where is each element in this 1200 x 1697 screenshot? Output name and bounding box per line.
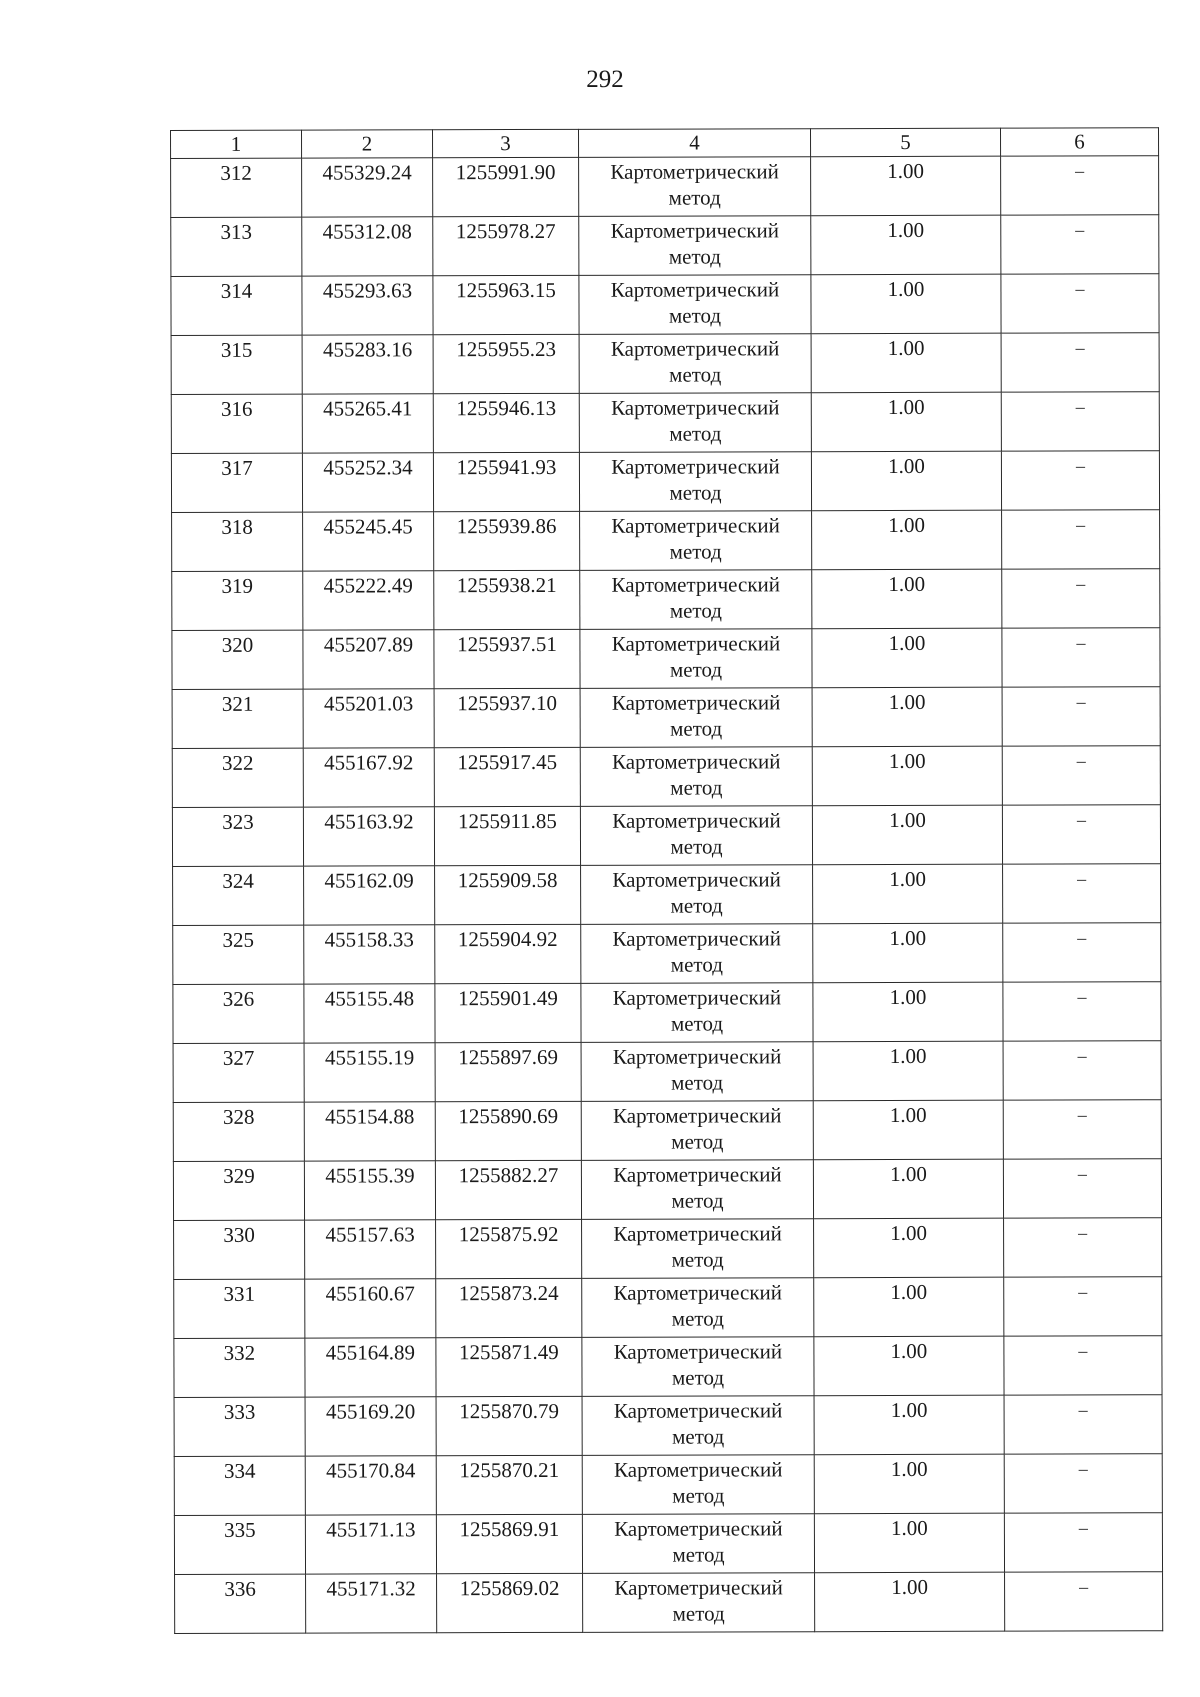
table-row [173,923,1161,985]
table-row [172,687,1160,749]
method-cell [582,1337,814,1397]
method-cell [581,1101,813,1161]
method-cell [579,216,811,276]
table-row [172,628,1160,690]
y-coordinate-cell: 1255955.23 [433,334,579,393]
method-line-1: Картометрический [611,690,781,715]
method-line-1: Картометрический [613,1398,783,1423]
y-coordinate-cell: 1255917.45 [434,747,580,806]
point-number-cell: 328 [173,1102,304,1161]
method-line-2: метод [670,1011,724,1036]
method-line-1: Картометрический [612,985,782,1010]
y-coordinate-cell: 1255870.79 [436,1396,582,1455]
x-coordinate-cell: 455252.34 [302,453,433,512]
point-number-cell: 316 [171,394,302,453]
method-cell [581,865,813,925]
x-coordinate-cell: 455293.63 [302,276,433,335]
y-coordinate-cell: 1255882.27 [435,1160,581,1219]
method-line-1: Картометрический [611,749,781,774]
method-line-1: Картометрический [610,277,780,302]
point-number-cell: 319 [172,571,303,630]
header-cell-point-number: 1 [171,130,302,158]
method-line-1: Картометрический [610,159,779,184]
method-line-1: Картометрический [611,631,781,656]
y-coordinate-cell: 1255941.93 [433,452,579,511]
table-row [172,569,1160,631]
method-cell [579,157,811,217]
method-cell [583,1573,815,1633]
description-cell: – [1004,1513,1162,1572]
x-coordinate-cell: 455155.39 [304,1161,435,1220]
accuracy-cell: 1.00 [814,1454,1004,1514]
method-line-2: метод [669,362,722,387]
x-coordinate-cell: 455201.03 [303,689,434,748]
description-cell: – [1001,451,1159,510]
method-cell [579,452,811,512]
header-cell-description: 6 [1000,128,1158,156]
method-cell [580,806,812,866]
y-coordinate-cell: 1255871.49 [436,1337,582,1396]
point-number-cell: 313 [171,217,302,276]
description-cell: – [1004,1218,1162,1277]
accuracy-cell: 1.00 [813,1100,1003,1160]
method-line-2: метод [670,893,723,918]
y-coordinate-cell: 1255869.91 [436,1514,582,1573]
y-coordinate-cell: 1255904.92 [435,924,581,983]
header-cell-accuracy: 5 [810,128,1000,157]
method-cell [579,334,811,394]
method-cell [580,511,812,571]
method-line-2: метод [670,716,723,741]
table-row [175,1572,1163,1634]
method-line-1: Картометрический [610,336,780,361]
method-line-2: метод [668,303,722,328]
y-coordinate-cell: 1255897.69 [435,1042,581,1101]
accuracy-cell: 1.00 [811,215,1001,275]
method-cell [580,570,812,630]
description-cell: – [1002,569,1160,628]
y-coordinate-cell: 1255939.86 [434,511,580,570]
accuracy-cell: 1.00 [811,274,1001,334]
description-cell: – [1001,274,1159,333]
accuracy-cell: 1.00 [815,1572,1005,1632]
point-number-cell: 333 [174,1397,305,1456]
table-row [173,1041,1161,1103]
accuracy-cell: 1.00 [812,687,1002,747]
description-cell: – [1002,805,1160,864]
point-number-cell: 330 [174,1220,305,1279]
y-coordinate-cell: 1255870.21 [436,1455,582,1514]
table-row [171,333,1159,395]
accuracy-cell: 1.00 [812,805,1002,865]
point-number-cell: 315 [171,335,302,394]
accuracy-cell: 1.00 [812,628,1002,688]
description-cell: – [1001,215,1159,274]
method-line-2: метод [672,1542,725,1567]
description-cell: – [1004,1395,1162,1454]
accuracy-cell: 1.00 [812,569,1002,629]
point-number-cell: 318 [172,512,303,571]
method-line-2: метод [669,480,722,505]
method-cell [580,747,812,807]
method-line-2: метод [672,1424,725,1449]
y-coordinate-cell: 1255875.92 [436,1219,582,1278]
method-line-2: метод [669,598,722,623]
table-row [174,1336,1162,1398]
table-row [174,1513,1162,1575]
x-coordinate-cell: 455154.88 [304,1102,435,1161]
accuracy-cell: 1.00 [812,510,1002,570]
method-cell [582,1278,814,1338]
point-number-cell: 320 [172,630,303,689]
x-coordinate-cell: 455158.33 [304,925,435,984]
description-cell: – [1002,510,1160,569]
description-cell: – [1003,1159,1161,1218]
x-coordinate-cell: 455157.63 [305,1220,436,1279]
method-line-1: Картометрический [614,1575,783,1600]
table-row [173,1159,1161,1221]
table-row [171,274,1159,336]
method-cell [582,1514,814,1574]
x-coordinate-cell: 455163.92 [303,807,434,866]
method-line-2: метод [670,952,723,977]
point-number-cell: 317 [171,453,302,512]
point-number-cell: 325 [173,925,304,984]
accuracy-cell: 1.00 [813,1041,1003,1101]
header-cell-x: 2 [302,130,433,158]
accuracy-cell: 1.00 [812,746,1002,806]
table-row [174,1218,1162,1280]
description-cell: – [1004,1277,1162,1336]
method-line-2: метод [669,539,722,564]
method-line-2: метод [671,1365,725,1390]
description-cell: – [1003,864,1161,923]
table-row [173,982,1161,1044]
method-line-1: Картометрический [612,926,782,951]
y-coordinate-cell: 1255937.51 [434,629,580,688]
point-number-cell: 322 [172,748,303,807]
x-coordinate-cell: 455329.24 [302,158,433,217]
point-number-cell: 326 [173,984,304,1043]
accuracy-cell: 1.00 [811,451,1001,511]
method-line-1: Картометрический [613,1221,782,1246]
accuracy-cell: 1.00 [813,864,1003,924]
x-coordinate-cell: 455245.45 [303,512,434,571]
description-cell: – [1002,687,1160,746]
method-line-2: метод [671,1188,724,1213]
method-line-2: метод [672,1483,725,1508]
x-coordinate-cell: 455171.32 [306,1574,437,1633]
x-coordinate-cell: 455160.67 [305,1279,436,1338]
y-coordinate-cell: 1255946.13 [433,393,579,452]
description-cell: – [1004,1336,1162,1395]
y-coordinate-cell: 1255911.85 [434,806,580,865]
method-cell [580,688,812,748]
accuracy-cell: 1.00 [813,923,1003,983]
method-line-1: Картометрический [612,1044,782,1069]
y-coordinate-cell: 1255938.21 [434,570,580,629]
point-number-cell: 323 [172,807,303,866]
header-row [171,128,1159,159]
page-number: 292 [586,66,624,93]
table-row [174,1454,1162,1516]
method-line-1: Картометрический [613,1457,783,1482]
method-line-1: Картометрический [613,1162,782,1187]
accuracy-cell: 1.00 [814,1395,1004,1455]
method-line-1: Картометрический [613,1339,783,1364]
y-coordinate-cell: 1255937.10 [434,688,580,747]
x-coordinate-cell: 455265.41 [302,394,433,453]
y-coordinate-cell: 1255901.49 [435,983,581,1042]
x-coordinate-cell: 455155.48 [304,984,435,1043]
table-row [174,1395,1162,1457]
table-row [174,1277,1162,1339]
x-coordinate-cell: 455164.89 [305,1338,436,1397]
method-line-1: Картометрический [611,395,780,420]
method-line-1: Картометрический [611,454,780,479]
y-coordinate-cell: 1255873.24 [436,1278,582,1337]
table-row [172,746,1160,808]
description-cell: – [1002,746,1160,805]
x-coordinate-cell: 455155.19 [304,1043,435,1102]
table-row [171,392,1159,454]
method-line-1: Картометрический [611,513,780,538]
x-coordinate-cell: 455170.84 [305,1456,436,1515]
method-cell [581,924,813,984]
method-line-1: Картометрический [613,1280,783,1305]
accuracy-cell: 1.00 [814,1277,1004,1337]
method-cell [581,1160,813,1220]
header-cell-method: 4 [578,129,810,158]
description-cell: – [1003,923,1161,982]
table-body [171,156,1163,1634]
x-coordinate-cell: 455171.13 [305,1515,436,1574]
table-row [173,864,1161,926]
method-cell [581,983,813,1043]
point-number-cell: 331 [174,1279,305,1338]
method-line-2: метод [671,1070,724,1095]
table-header [171,128,1159,159]
y-coordinate-cell: 1255963.15 [433,275,579,334]
description-cell: – [1004,1454,1162,1513]
x-coordinate-cell: 455162.09 [304,866,435,925]
method-cell [580,629,812,689]
y-coordinate-cell: 1255991.90 [433,157,579,216]
x-coordinate-cell: 455312.08 [302,217,433,276]
method-cell [581,1042,813,1102]
y-coordinate-cell: 1255869.02 [437,1573,583,1632]
description-cell: – [1002,628,1160,687]
point-number-cell: 335 [174,1515,305,1574]
y-coordinate-cell: 1255978.27 [433,216,579,275]
table-row [172,510,1160,572]
method-line-2: метод [671,1247,724,1272]
method-line-2: метод [670,834,723,859]
point-number-cell: 336 [175,1574,306,1633]
accuracy-cell: 1.00 [813,1159,1003,1219]
method-cell [582,1396,814,1456]
accuracy-cell: 1.00 [814,1218,1004,1278]
description-cell: – [1003,982,1161,1041]
accuracy-cell: 1.00 [814,1513,1004,1573]
header-cell-y: 3 [433,129,579,157]
description-cell: – [1001,392,1159,451]
method-line-2: метод [668,244,721,269]
table-row [173,1100,1161,1162]
description-cell: – [1001,333,1159,392]
point-number-cell: 324 [173,866,304,925]
point-number-cell: 312 [171,158,302,217]
method-line-2: метод [669,657,723,682]
method-line-2: метод [672,1601,725,1626]
method-cell [579,393,811,453]
method-cell [582,1455,814,1515]
table-row [171,451,1159,513]
coordinates-table [170,127,1163,1634]
x-coordinate-cell: 455169.20 [305,1397,436,1456]
point-number-cell: 321 [172,689,303,748]
x-coordinate-cell: 455207.89 [303,630,434,689]
point-number-cell: 314 [171,276,302,335]
accuracy-cell: 1.00 [811,333,1001,393]
method-line-1: Картометрический [611,572,781,597]
method-line-2: метод [671,1129,724,1154]
accuracy-cell: 1.00 [811,392,1001,452]
point-number-cell: 334 [174,1456,305,1515]
x-coordinate-cell: 455222.49 [303,571,434,630]
x-coordinate-cell: 455167.92 [303,748,434,807]
method-line-1: Картометрический [612,808,781,833]
x-coordinate-cell: 455283.16 [302,335,433,394]
method-line-1: Картометрический [612,867,781,892]
accuracy-cell: 1.00 [814,1336,1004,1396]
table-row [171,215,1159,277]
description-cell: – [1005,1572,1163,1631]
description-cell: – [1003,1041,1161,1100]
point-number-cell: 332 [174,1338,305,1397]
method-line-2: метод [671,1306,724,1331]
point-number-cell: 327 [173,1043,304,1102]
accuracy-cell: 1.00 [811,156,1001,216]
method-line-2: метод [668,185,721,210]
accuracy-cell: 1.00 [813,982,1003,1042]
method-line-2: метод [669,421,722,446]
point-number-cell: 329 [173,1161,304,1220]
method-cell [579,275,811,335]
table-row [172,805,1160,867]
method-line-1: Картометрический [614,1516,783,1541]
y-coordinate-cell: 1255890.69 [435,1101,581,1160]
method-line-1: Картометрический [610,218,780,243]
method-line-2: метод [670,775,723,800]
method-line-1: Картометрический [612,1103,782,1128]
y-coordinate-cell: 1255909.58 [435,865,581,924]
description-cell: – [1001,156,1159,215]
method-cell [582,1219,814,1279]
table-row [171,156,1159,218]
description-cell: – [1003,1100,1161,1159]
